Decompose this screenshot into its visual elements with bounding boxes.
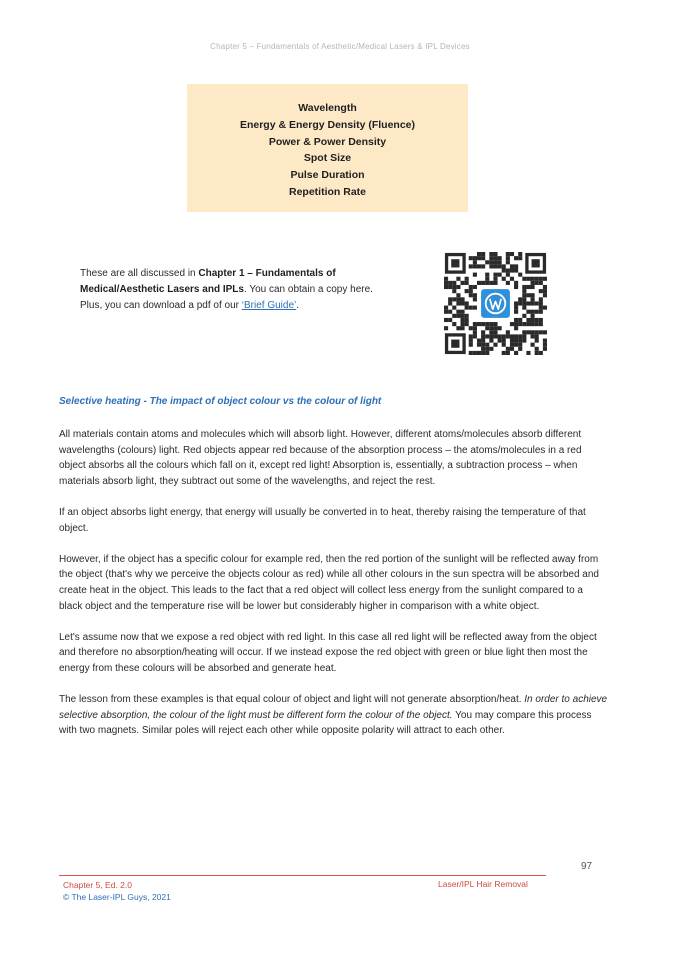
qr-code[interactable] [444, 252, 547, 355]
parameter-item: Wavelength [298, 102, 357, 114]
paragraph: Let's assume now that we expose a red object with red light. In this case all red light will be reflected away from the object and therefore no absorption/heating will occur. If we instead expose the red object with green or blue light then most the energy from these colours will be absorbed and generate heat. [59, 631, 597, 674]
parameter-item: Repetition Rate [288, 185, 366, 198]
page-number: 97 [581, 861, 593, 872]
intro-paragraph [80, 266, 390, 314]
running-header: Chapter 5 – Fundamentals of Aesthetic/Medical Lasers & IPL Devices [210, 42, 470, 51]
section-title: Selective heating - The impact of object colour vs the colour of light [59, 396, 382, 407]
parameter-item: Spot Size [303, 152, 352, 165]
body-text [59, 427, 609, 739]
paragraph [59, 692, 609, 739]
footer-copyright: © The Laser-IPL Guys, 2021 [63, 892, 171, 902]
footer-rule [59, 875, 546, 876]
paragraph: If an object absorbs light energy, that energy will usually be converted in to heat, thereby raising the temperature of that object. [59, 506, 586, 534]
parameter-item: Pulse Duration [290, 169, 365, 182]
footer-chapter: Chapter 5, Ed. 2.0 [63, 880, 132, 890]
parameters-box [187, 84, 468, 212]
paragraph-text: You may compare this process with two magnets. Similar poles will reject each other while opposite polarity will attract to each other. [59, 709, 592, 737]
intro-text: . You can obtain a copy here. Plus, you can download a pdf of our [80, 284, 373, 311]
brief-guide-link[interactable]: ‘Brief Guide’ [241, 300, 297, 311]
parameter-item: Energy & Energy Density (Fluence) [239, 118, 416, 131]
parameter-item: Power & Power Density [268, 135, 387, 148]
footer-topic: Laser/IPL Hair Removal [438, 879, 528, 889]
wordpress-icon [481, 289, 510, 318]
intro-text: . [296, 300, 300, 311]
emphasis-text: In order to achieve selective absorption, the colour of the light must be different form the colour of the object. [59, 694, 608, 721]
paragraph: All materials contain atoms and molecules which will absorb light. However, different atoms/molecules absorb different wavelengths (colours) light. Red objects appear red because of the absorption process – the atoms/molecules in a red object absorbs all the colours which fall on it, except red light! Absorption is, essentially, a subtraction process – when materials absorb light, they subtract out some of the wavelengths, and reject the rest. [59, 429, 582, 487]
intro-text: These are all discussed in [80, 268, 199, 279]
footer-left [63, 879, 171, 903]
paragraph: However, if the object has a specific colour for example red, then the red portion of the sunlight will be reflected away from the object (that's why we perceive the objects colour as red) while all other colours in the sun spectra will be absorbed and create heat in the object. This leads to the fact that a red object will collect less energy from the sunlight compared to a black object and the temperature rise will be lower but considerably higher in comparison with a white object. [59, 553, 599, 612]
chapter-reference: Chapter 1 – Fundamentals of Medical/Aesthetic Lasers and IPLs [80, 268, 336, 295]
paragraph-text: The lesson from these examples is that equal colour of object and light will not generate absorption/heat. [59, 694, 525, 706]
